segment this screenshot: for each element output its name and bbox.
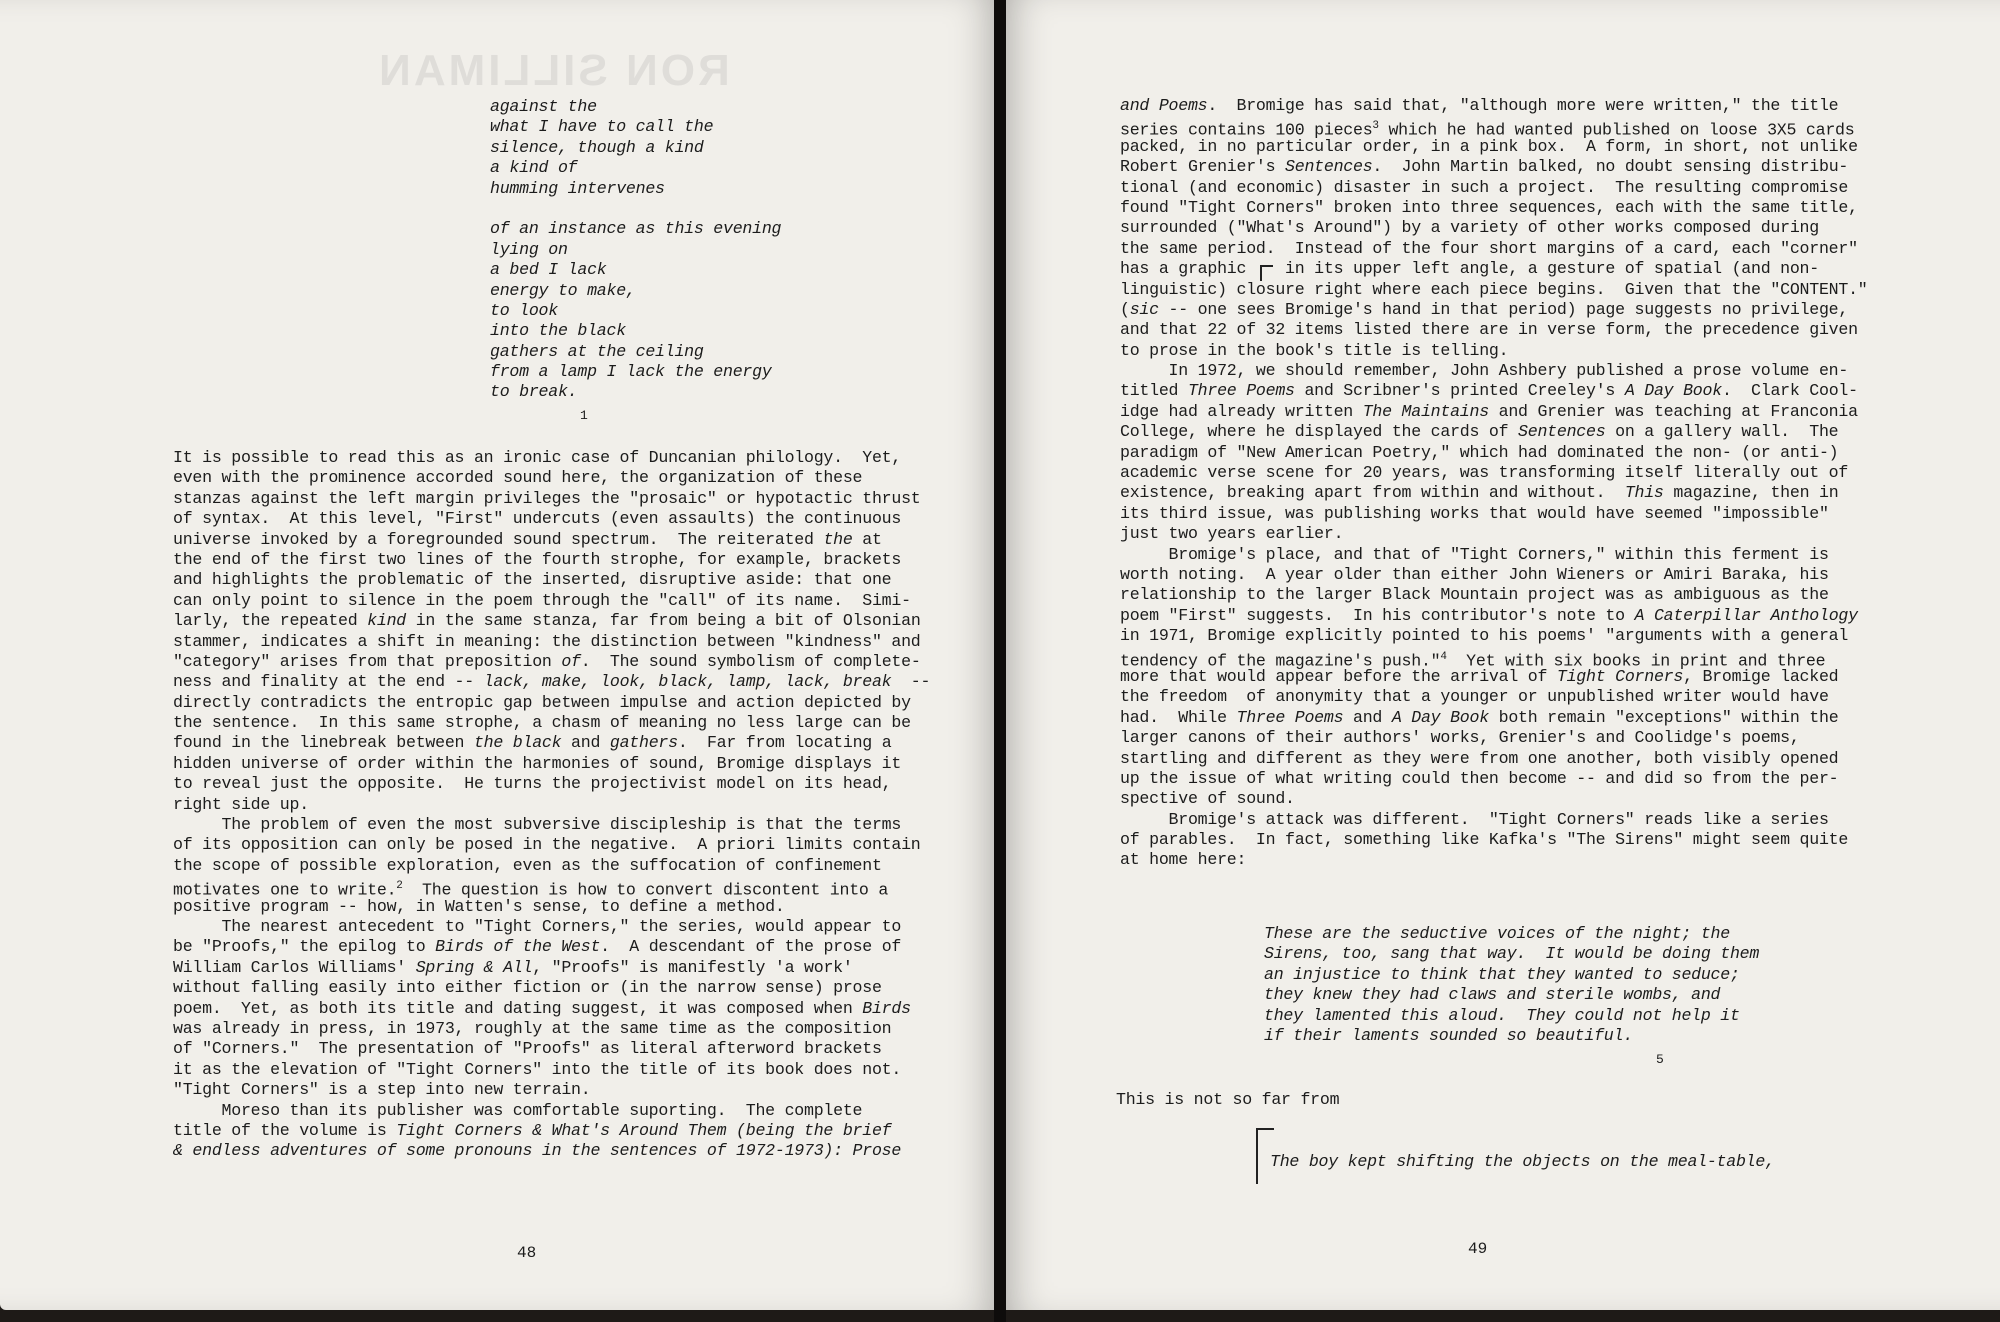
quote-line: Sirens, too, sang that way. It would be doing them	[1264, 944, 1760, 964]
quote-line: an injustice to think that they wanted to seduce;	[1264, 964, 1740, 984]
poem-line: a kind of	[490, 158, 578, 178]
quote-line: The boy kept shifting the objects on the meal-table,	[1270, 1152, 1775, 1171]
quote-line: These are the seductive voices of the night; the	[1264, 924, 1730, 943]
poem-line: energy to make,	[490, 280, 636, 300]
poem-line: against the	[490, 97, 597, 116]
tight-corners-quote	[1270, 1152, 1775, 1172]
quote-line: if their laments sounded so beautiful.	[1264, 1025, 1633, 1045]
bleed-through-title: RON SILLIMAN	[376, 46, 730, 95]
poem-line: lying on	[490, 239, 568, 259]
page-number: 48	[517, 1244, 537, 1262]
poem-line: what I have to call the	[490, 117, 714, 137]
poem-line	[490, 199, 781, 219]
right-page	[1002, 0, 2000, 1310]
poem-line: from a lamp I lack the energy	[490, 362, 772, 382]
poem-line: to break.	[490, 382, 578, 402]
quote-line: they knew they had claws and sterile wombs, and	[1264, 985, 1721, 1005]
left-page	[0, 0, 998, 1310]
quote-line: they lamented this aloud. They could not help it	[1264, 1005, 1740, 1025]
footnote-marker: 5	[1656, 1052, 1664, 1067]
poem-line: a bed I lack	[490, 260, 607, 280]
footnote-marker: 1	[580, 408, 588, 423]
poem-line: silence, though a kind	[490, 137, 704, 157]
body-text: and Poems. Bromige has said that, "although more were written," the title series contains 100 pieces$^3$ which he had wanted published on loose 3X5 cards packed, in no particular order, in a pink box. A form, in short, not unlike Robert Grenier's Sentences. John Martin balked, no doubt sensing distribu- tional (and economic) disaster in such a project. The resulting compromise found "Tight Corners" broken into three sequences, each with the same title, surrounded ("What's Around") by a variety of other works composed during the same period. Instead of the four short margins of a card, each "corner" has a graphic in its upper left angle, a gesture of spatial (and non- linguistic) closure right where each piece begins. Given that the "CONTENT." (sic -- one sees Bromige's hand in that period) page suggests no privilege, and that 22 of 32 items listed there are in verse form, the precedence given to prose in the book's title is telling. In 1972, we should remember, John Ashbery published a prose volume en- titled Three Poems and Scribner's printed Creeley's A Day Book. Clark Cool- idge had already written The Maintains and Grenier was teaching at Franconia College, where he displayed the cards of Sentences on a gallery wall. The paradigm of "New American Poetry," which had dominated the non- (or anti-) academic verse scene for 20 years, was transforming itself literally out of existence, breaking apart from within and without. This magazine, then in its third issue, was publishing works that would have seemed "impossible" just two years earlier. Bromige's place, and that of "Tight Corners," within this ferment is worth noting. A year older than either John Wieners or Amiri Baraka, his relationship to the larger Black Mountain project was as ambiguous as the poem "First" suggests. In his contributor's note to A Caterpillar Anthology in 1971, Bromige explicitly pointed to his poems' "arguments with a general tendency of the magazine's push."$^4$ Yet with six books in print and three more that would appear before the arrival of Tight Corners, Bromige lacked the freedom of anonymity that a younger or unpublished writer would have had. While Three Poems and A Day Book both remain "exceptions" within the larger canons of their authors' works, Grenier's and Coolidge's poems, startling and different as they were from one another, both visibly opened up the issue of what writing could then become -- and did so from the per- spective of sound. Bromige's attack was different. "Tight Corners" reads like a series of parables. In fact, something like Kafka's "The Sirens" might seem quite at home here:	[1120, 96, 1868, 870]
poem-line: into the black	[490, 321, 626, 341]
poem-excerpt	[490, 97, 781, 403]
book-gutter	[994, 0, 1006, 1322]
body-text: It is possible to read this as an ironic case of Duncanian philology. Yet, even with the prominence accorded sound here, the organization of these stanzas against the left margin privileges the "prosaic" or hypotactic thrust of syntax. At this level, "First" undercuts (even assaults) the continuous universe invoked by a foregrounded sound spectrum. The reiterated the at the end of the first two lines of the fourth strophe, for example, brackets and highlights the problematic of the inserted, disruptive aside: that one can only point to silence in the poem through the "call" of its name. Simi- larly, the repeated kind in the same stanza, far from being a bit of Olsonian stammer, indicates a shift in meaning: the distinction between "kindness" and "category" arises from that preposition of. The sound symbolism of complete- ness and finality at the end -- lack, make, look, black, lamp, lack, break -- directly contradicts the entropic gap between impulse and action depicted by the sentence. In this same strophe, a chasm of meaning no less large can be found in the linebreak between the black and gathers. Far from locating a hidden universe of order within the harmonies of sound, Bromige displays it to reveal just the opposite. He turns the projectivist model on its head, right side up. The problem of even the most subversive discipleship is that the terms of its opposition can only be posed in the negative. A priori limits contain the scope of possible exploration, even as the suffocation of confinement motivates one to write.$^2$ The question is how to convert discontent into a positive program -- how, in Watten's sense, to define a method. The nearest antecedent to "Tight Corners," the series, would appear to be "Proofs," the epilog to Birds of the West. A descendant of the prose of William Carlos Williams' Spring & All, "Proofs" is manifestly 'a work' without falling easily into either fiction or (in the narrow sense) prose poem. Yet, as both its title and dating suggest, it was composed when Birds was already in press, in 1973, roughly at the same time as the composition of "Corners." The presentation of "Proofs" as literal afterword brackets it as the elevation of "Tight Corners" into the title of its book does not. "Tight Corners" is a step into new terrain. Moreso than its publisher was comfortable suporting. The complete title of the volume is Tight Corners & What's Around Them (being the brief & endless adventures of some pronouns in the sentences of 1972-1973): Prose	[173, 448, 931, 1161]
page-number: 49	[1468, 1240, 1488, 1258]
kafka-quote	[1264, 924, 1759, 1046]
poem-line: gathers at the ceiling	[490, 341, 704, 361]
poem-line: of an instance as this evening	[490, 219, 782, 239]
poem-line: humming intervenes	[490, 178, 665, 198]
closing-line: This is not so far from	[1116, 1090, 1340, 1109]
corner-graphic	[1260, 265, 1273, 281]
poem-line: to look	[490, 300, 558, 320]
